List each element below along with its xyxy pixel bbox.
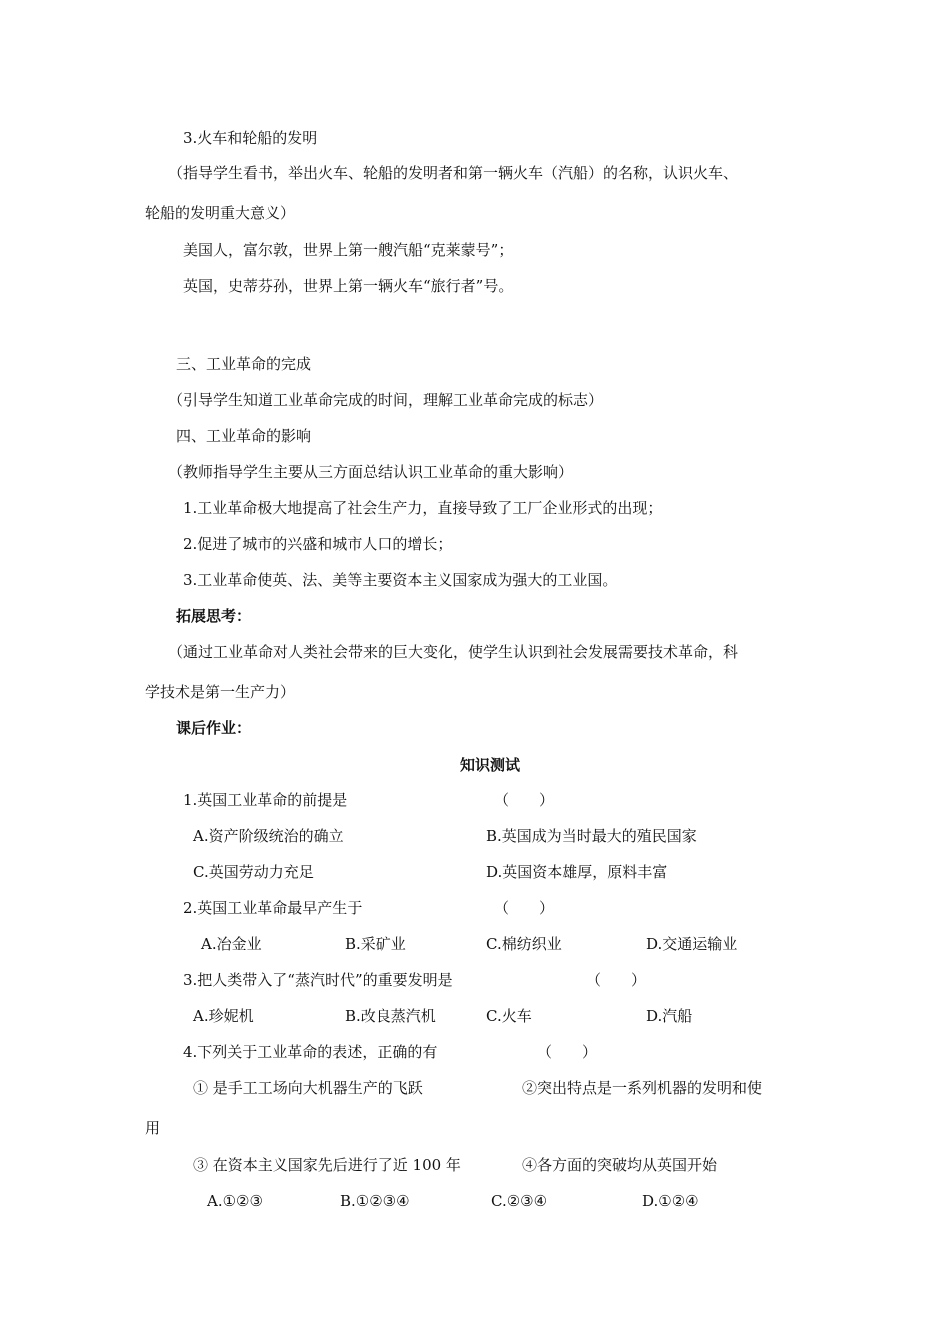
part-3-heading: 三、工业革命的完成 — [176, 355, 312, 373]
question-1-option-b: B.英国成为当时最大的殖民国家 — [486, 827, 697, 845]
question-3-stem: 3.把人类带入了“蒸汽时代”的重要发明是 — [183, 971, 453, 989]
question-4-statement-4: ④各方面的突破均从英国开始 — [522, 1156, 718, 1174]
question-4-statement-3: ③ 在资本主义国家先后进行了近 100 年 — [193, 1156, 461, 1174]
question-4-statement-2-wrap: 用 — [145, 1119, 161, 1137]
question-4-option-a: A.①②③ — [207, 1192, 263, 1210]
impact-point-1: 1.工业革命极大地提高了社会生产力，直接导致了工厂企业形式的出现； — [183, 499, 663, 517]
question-4-option-d: D.①②④ — [642, 1192, 699, 1210]
question-1-blank: （ ） — [494, 791, 555, 809]
question-4-statement-2: ②突出特点是一系列机器的发明和使 — [522, 1079, 763, 1097]
section-3-heading: 3.火车和轮船的发明 — [183, 129, 318, 147]
question-2-option-c: C.棉纺织业 — [486, 935, 562, 953]
question-2-option-d: D.交通运输业 — [646, 935, 738, 953]
quiz-title: 知识测试 — [460, 756, 521, 774]
extension-text-line1: （通过工业革命对人类社会带来的巨大变化，使学生认识到社会发展需要技术革命，科 — [168, 643, 739, 661]
question-4-blank: （ ） — [537, 1043, 598, 1061]
extension-text-line2: 学技术是第一生产力） — [145, 683, 296, 701]
section-3-guide-line1: （指导学生看书，举出火车、轮船的发明者和第一辆火车（汽船）的名称，认识火车、 — [168, 164, 739, 182]
part-3-guide: （引导学生知道工业革命完成的时间，理解工业革命完成的标志） — [168, 391, 604, 409]
question-4-option-b: B.①②③④ — [340, 1192, 410, 1210]
question-3-blank: （ ） — [586, 971, 647, 989]
question-1-option-a: A.资产阶级统治的确立 — [193, 827, 344, 845]
question-2-option-b: B.采矿业 — [345, 935, 406, 953]
question-3-option-b: B.改良蒸汽机 — [345, 1007, 436, 1025]
question-2-option-a: A.冶金业 — [201, 935, 262, 953]
question-3-option-a: A.珍妮机 — [193, 1007, 254, 1025]
part-4-heading: 四、工业革命的影响 — [176, 427, 312, 445]
question-2-blank: （ ） — [494, 899, 555, 917]
question-3-option-c: C.火车 — [486, 1007, 532, 1025]
locomotive-fact: 英国，史蒂芬孙，世界上第一辆火车“旅行者”号。 — [183, 277, 514, 295]
question-4-statement-1: ① 是手工工场向大机器生产的飞跃 — [193, 1079, 423, 1097]
impact-point-2: 2.促进了城市的兴盛和城市人口的增长； — [183, 535, 453, 553]
question-1-stem: 1.英国工业革命的前提是 — [183, 791, 348, 809]
extension-heading: 拓展思考： — [176, 607, 252, 625]
impact-point-3: 3.工业革命使英、法、美等主要资本主义国家成为强大的工业国。 — [183, 571, 618, 589]
steamboat-fact: 美国人，富尔敦，世界上第一艘汽船“克莱蒙号”； — [183, 241, 514, 259]
section-3-guide-line2: 轮船的发明重大意义） — [145, 204, 296, 222]
homework-heading: 课后作业： — [176, 719, 252, 737]
question-4-stem: 4.下列关于工业革命的表述，正确的有 — [183, 1043, 438, 1061]
question-1-option-d: D.英国资本雄厚，原料丰富 — [486, 863, 668, 881]
question-3-option-d: D.汽船 — [646, 1007, 693, 1025]
question-1-option-c: C.英国劳动力充足 — [193, 863, 314, 881]
question-2-stem: 2.英国工业革命最早产生于 — [183, 899, 363, 917]
question-4-option-c: C.②③④ — [491, 1192, 548, 1210]
part-4-guide: （教师指导学生主要从三方面总结认识工业革命的重大影响） — [168, 463, 574, 481]
